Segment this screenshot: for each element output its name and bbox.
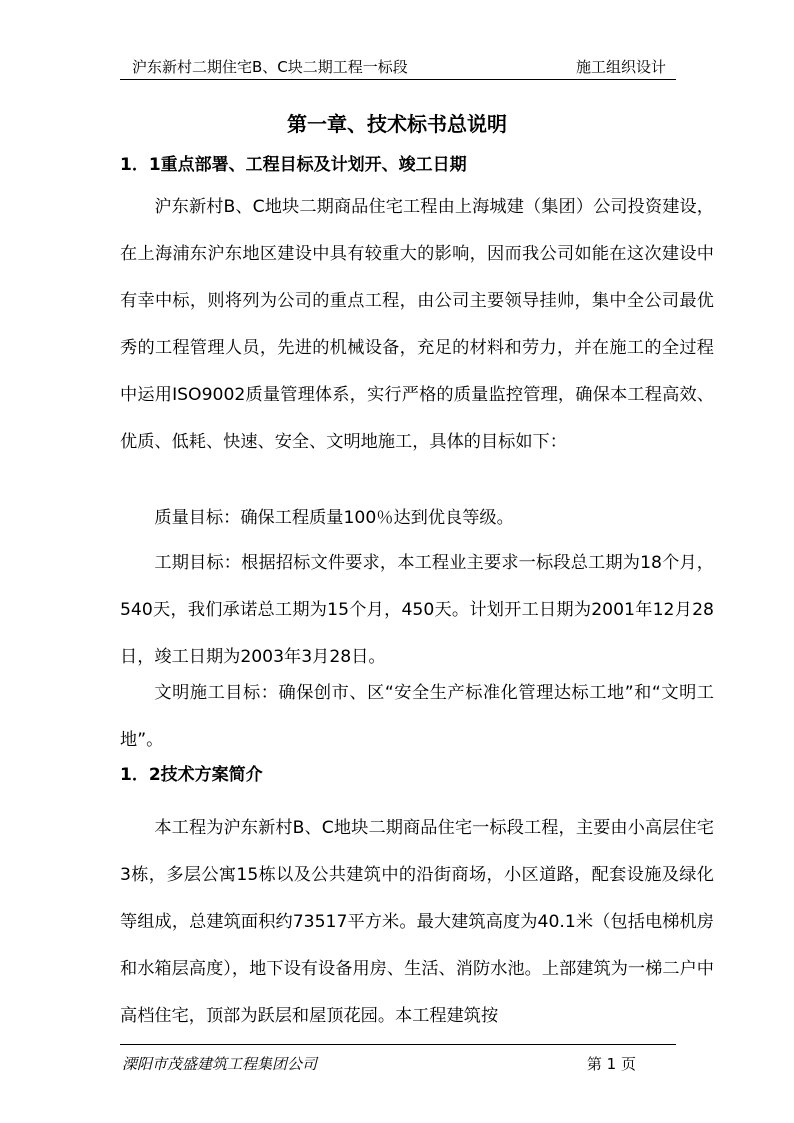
paragraph-schedule-goal: 工期目标：根据招标文件要求，本工程业主要求一标段总工期为18个月，540天，我们承诺总工期为15个月，450天。计划开工日期为2001年12月28日，竣工日期为2003年3月28日。 [120, 553, 714, 667]
section-heading-1-2: 1．2技术方案简介 [120, 765, 263, 785]
paragraph-technical-summary: 本工程为沪东新村B、C地块二期商品住宅一标段工程，主要由小高层住宅3栋，多层公寓15栋以及公共建筑中的沿街商场，小区道路，配套设施及绿化等组成，总建筑面积约73517平方米。最大建筑高度为40.1米（包括电梯机房和水箱层高度），地下设有设备用房、生活、消防水池。上部建筑为一梯二户中高档住宅，顶部为跃层和屋顶花园。本工程建筑按 [120, 818, 714, 1026]
paragraph-overview: 沪东新村B、C地块二期商品住宅工程由上海城建（集团）公司投资建设，在上海浦东沪东地区建设中具有较重大的影响，因而我公司如能在这次建设中有幸中标，则将列为公司的重点工程，由公司主要领导挂帅，集中全公司最优秀的工程管理人员，先进的机械设备，充足的材料和劳力，并在施工的全过程中运用ISO9002质量管理体系，实行严格的质量监控管理，确保本工程高效、优质、低耗、快速、安全、文明地施工，具体的目标如下： [120, 197, 714, 452]
paragraph-quality-goal: 质量目标：确保工程质量100％达到优良等级。 [154, 508, 514, 528]
page-header [120, 53, 676, 80]
chapter-title: 第一章、技术标书总说明 [287, 112, 507, 136]
header-document-type: 施工组织设计 [575, 58, 666, 76]
section-heading-1-1: 1．1重点部署、工程目标及计划开、竣工日期 [120, 155, 467, 175]
page-footer [120, 1044, 676, 1073]
footer-page-number: 第 1 页 [586, 1055, 636, 1073]
header-project-title: 沪东新村二期住宅B、C块二期工程一标段 [132, 58, 408, 76]
paragraph-civilized-construction-goal: 文明施工目标：确保创市、区“安全生产标准化管理达标工地”和“文明工地”。 [120, 683, 714, 750]
footer-company: 溧阳市茂盛建筑工程集团公司 [122, 1055, 318, 1073]
